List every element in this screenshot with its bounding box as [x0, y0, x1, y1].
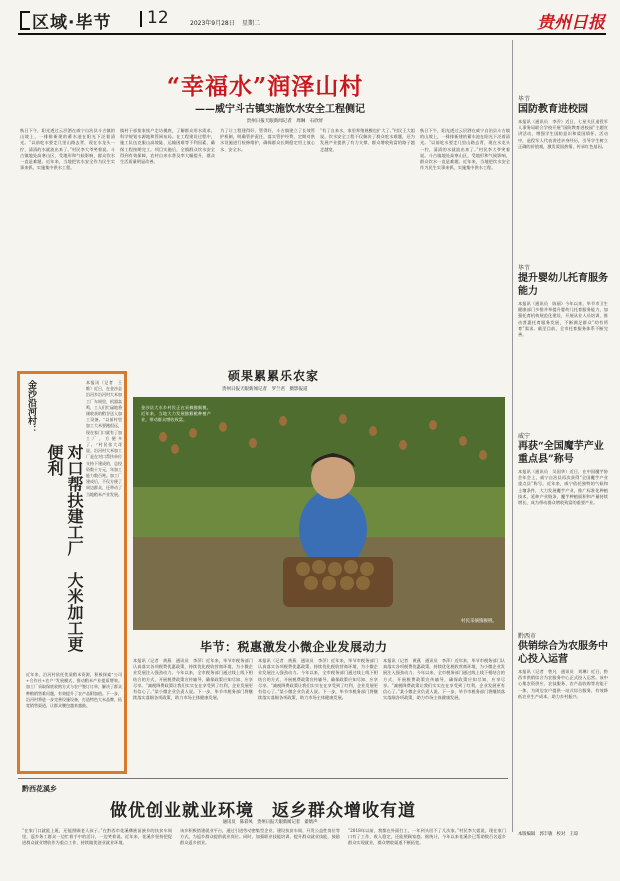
bottom-story-title: 做优创业就业环境 返乡群众增收有道 — [110, 801, 416, 821]
bottom-rule — [18, 778, 508, 779]
bottom-story-body-col1: “在家门口就能上班，还能照顾老人孩子。”在黔西市花溪彝族苗族乡的扶贫车间里，返乡务工群众一边忙着手中的活计，一边笑着说。近年来，花溪乡坚持把促进群众就业增收作为重点工作，持续做优创业就业环境。 — [22, 828, 172, 846]
right-column — [518, 88, 608, 878]
issue-weekday: 星期二 — [242, 20, 261, 27]
masthead — [20, 8, 605, 32]
lead-body-col2: 镇村干部挨家挨户走访摸底，了解群众用水需求，科学规划水源地和管网布局。在工程建设过程中，施工队伍克服山高坡陡、运输困难等不利因素，确保工程按期完工。项目实施后，全镇群众饮水安全得到有效保障，农村自来水普及率大幅提升，群众生活质量明显改善。 — [120, 128, 215, 165]
lead-byline: 贵州日报天眼新闻记者 周琳 石欣妤 — [246, 119, 324, 124]
page-editors: 本版编辑 郭丰敏 校对 王琼 — [518, 832, 579, 837]
brief-3-title: 再获“全国魔芋产业重点县”称号 — [518, 441, 604, 465]
bottom-story-credit: 通讯员 陈彩凤 贵州日报天眼新闻记者 翟婧声 — [222, 820, 318, 825]
photo-credit: 贵州日报天眼新闻记者 罗兰君 摄影报道 — [222, 387, 308, 392]
header-rule — [18, 33, 606, 35]
brief-4-body: 本报讯（记者 曾凡 通讯员 刘琳）近日，黔西市供销综合为农服务中心正式投入运营。该中心集农资供应、农技服务、农产品收购等功能于一体，为周边农户提供一站式综合服务，有效降低农业生产成本，助力乡村振兴。 — [518, 669, 608, 699]
newspaper-logo: 贵州日报 — [537, 13, 605, 33]
left-story-kicker: 金沙沿河村： — [26, 380, 36, 434]
column-rule-right — [512, 40, 513, 832]
brief-2-place: 毕节 — [518, 265, 531, 272]
bottom-story-kicker: 黔西花溪乡 — [22, 785, 57, 793]
brief-4-title: 供销综合为农服务中心投入运营 — [518, 641, 608, 665]
photo-caption: 金沙县大水乡村民正在采摘猕猴桃。近年来，当地大力发展猕猴桃种植产业，带动群众增收致富。 — [141, 405, 211, 423]
section-title: 区域·毕节 — [32, 13, 112, 33]
page-divider — [140, 11, 142, 27]
tax-story-body-col3: 本报讯（记者 黄燕 通讯员 李萍）近年来，毕节市税务部门认真落实各项税费优惠政策，持续优化税收营商环境，为小微企业发展注入强劲动力。今年以来，全市税务部门通过线上线下相结合的方式，开展税费政策宣传辅导，确保政策应知尽知、应享尽享。“减税降费政策让我们实实在在享受到了红利，企业发展更有信心了。”某小微企业负责人说。下一步，毕节市税务部门将继续落实落细各项政策，助力市场主体健康发展。 — [383, 658, 505, 701]
lead-body-col4: “有了自来水，家里养殖规模也扩大了。”村民王大姐说。饮水安全工程不仅解决了群众吃水难题，还为发展产业提供了有力支撑，群众增收致富的路子越走越宽。 — [320, 128, 415, 152]
brief-3-body: 本报讯（通讯员 吴国华）近日，在中国魔芋协会年会上，威宁自治县再次获得“全国魔芋产业重点县”称号。近年来，威宁依托独特的气候和土壤条件，大力发展魔芋产业，推广标准化种植技术，延伸产业链条，魔芋种植面积和产量持续增长，成为带动群众增收致富的重要产业。 — [518, 469, 608, 506]
page-number: 12 — [147, 8, 169, 28]
left-story-title: 对口帮扶建工厂 大米加工更便利 — [45, 444, 84, 652]
lead-subtitle: ——威宁斗古镇实施饮水安全工程侧记 — [195, 104, 365, 115]
brief-1-title: 国防教育进校园 — [518, 104, 588, 115]
left-story-body: 本报讯（记者 王维）近日，在金沙县沿河乡沿河村大米加工厂车间里，机器轰鸣，工人们忙碌地将刚收获的稻谷送入加工设备。“以前村里加工大米要跑很远，现在家门口就有了加工厂，方便多了。”村民张大哥说。沿河村大米加工厂是在对口帮扶单位支持下建成的，总投资数十万元，年加工能力数百吨。加工厂建成后，不仅方便了周边群众，还带动了当地稻米产业发展。 — [86, 380, 122, 497]
photo-story-title: 硕果累累乐农家 — [228, 369, 320, 383]
photo-story — [133, 397, 505, 630]
photo-inline-caption: 村民采摘猕猴桃。 — [461, 619, 497, 624]
lead-title: “幸福水”润泽山村 — [166, 73, 364, 100]
left-story-box — [17, 371, 127, 774]
issue-date: 2023年9月28日 — [190, 20, 235, 27]
brief-2-title: 提升婴幼儿托育服务能力 — [518, 273, 608, 297]
brief-1-body: 本报讯（通讯员 李乔）近日，七星关区退役军人事务局联合学校开展“国防教育进校园”主题宣讲活动，增强学生国防意识和爱国情怀。活动中，退役军人代表讲述亲身经历，引导学生树立正确的价值观，激发爱国热情，传承红色基因。 — [518, 119, 608, 149]
brief-1-place: 毕节 — [518, 96, 531, 103]
brief-2-body: 本报讯（通讯员 陈丽）今年以来，毕节市卫生健康部门多措并举提升婴幼儿托育服务能力，加强托育机构规范化建设，开展从业人员培训，推动普惠托育服务发展，不断满足群众“幼有所育”需求。截至目前，全市托育服务体系不断完善。 — [518, 301, 608, 338]
tax-story-title: 毕节：税惠激发小微企业发展动力 — [200, 640, 388, 654]
bottom-story-body-col2: 该乡积极搭建就业平台，通过引进劳动密集型企业、建设扶贫车间、开发公益性岗位等方式，为返乡群众提供就业岗位。同时，加强职业技能培训，提升群众就业技能，鼓励群众返乡创业。 — [180, 828, 340, 846]
section-icon — [20, 11, 30, 30]
tax-story-body-col2: 本报讯（记者 黄燕 通讯员 李萍）近年来，毕节市税务部门认真落实各项税费优惠政策，持续优化税收营商环境，为小微企业发展注入强劲动力。今年以来，全市税务部门通过线上线下相结合的方式，开展税费政策宣传辅导，确保政策应知尽知、应享尽享。“减税降费政策让我们实实在在享受到了红利，企业发展更有信心了。”某小微企业负责人说。下一步，毕节市税务部门将继续落实落细各项政策，助力市场主体健康发展。 — [258, 658, 378, 701]
left-story-body-2: 近年来，沿河村依托优质稻米资源，积极探索“公司+合作社+农户”发展模式，推动稻米产业提质增效。加工厂采取保底收购方式与农户签订订单，解决了群众种粮销售难问题，有效提升了农产品附加值。下一步，沿河村将进一步完善设施设备，打造特色大米品牌，拓宽销售渠道，让群众腰包越来越鼓。 — [26, 672, 122, 709]
brief-3-place: 威宁 — [518, 433, 531, 440]
lead-body-col1: 秋日下午，阳光透过云层洒在威宁自治县斗古镇的山坡上，一排排新建的蓄水池在阳光下泛着清光。“以前吃水要走几里山路去背，现在水龙头一拧，清清的水就流出来了。”村民李大爷笑着说。斗古镇地处高寒山区，受地形和气候影响，群众饮水一直是难题。近年来，当地把饮水安全作为民生实事来抓，实施集中供水工程。 — [20, 128, 115, 171]
brief-4-place: 黔西市 — [518, 633, 537, 640]
tax-story-body-col1: 本报讯（记者 黄燕 通讯员 李萍）近年来，毕节市税务部门认真落实各项税费优惠政策，持续优化税收营商环境，为小微企业发展注入强劲动力。今年以来，全市税务部门通过线上线下相结合的方式，开展税费政策宣传辅导，确保政策应知尽知、应享尽享。“减税降费政策让我们实实在在享受到了红利，企业发展更有信心了。”某小微企业负责人说。下一步，毕节市税务部门将继续落实落细各项政策，助力市场主体健康发展。 — [133, 658, 253, 701]
bottom-story-body-col3: “2018年以前，我都在外面打工，一年到头回不了几次家。”村民李大姐说，现在家门口有了工作，收入稳定，还能照顾家庭。据统计，今年以来花溪乡已帮助数百名返乡群众实现就业，群众增收渠道不断拓宽。 — [348, 828, 506, 846]
lead-body-col5: 秋日下午，阳光透过云层洒在威宁自治县斗古镇的山坡上，一排排新建的蓄水池在阳光下泛着清光。“以前吃水要走几里山路去背，现在水龙头一拧，清清的水就流出来了。”村民李大爷笑着说。斗古镇地处高寒山区，受地形和气候影响，群众饮水一直是难题。近年来，当地把饮水安全作为民生实事来抓，实施集中供水工程。 — [420, 128, 510, 171]
lead-body-col3: 为了让工程建得好、管得好，斗古镇建立了长效管护机制，明确管护责任，落实管护经费，定期对供水设施进行检修维护，确保群众长期稳定用上放心水、安全水。 — [220, 128, 315, 152]
